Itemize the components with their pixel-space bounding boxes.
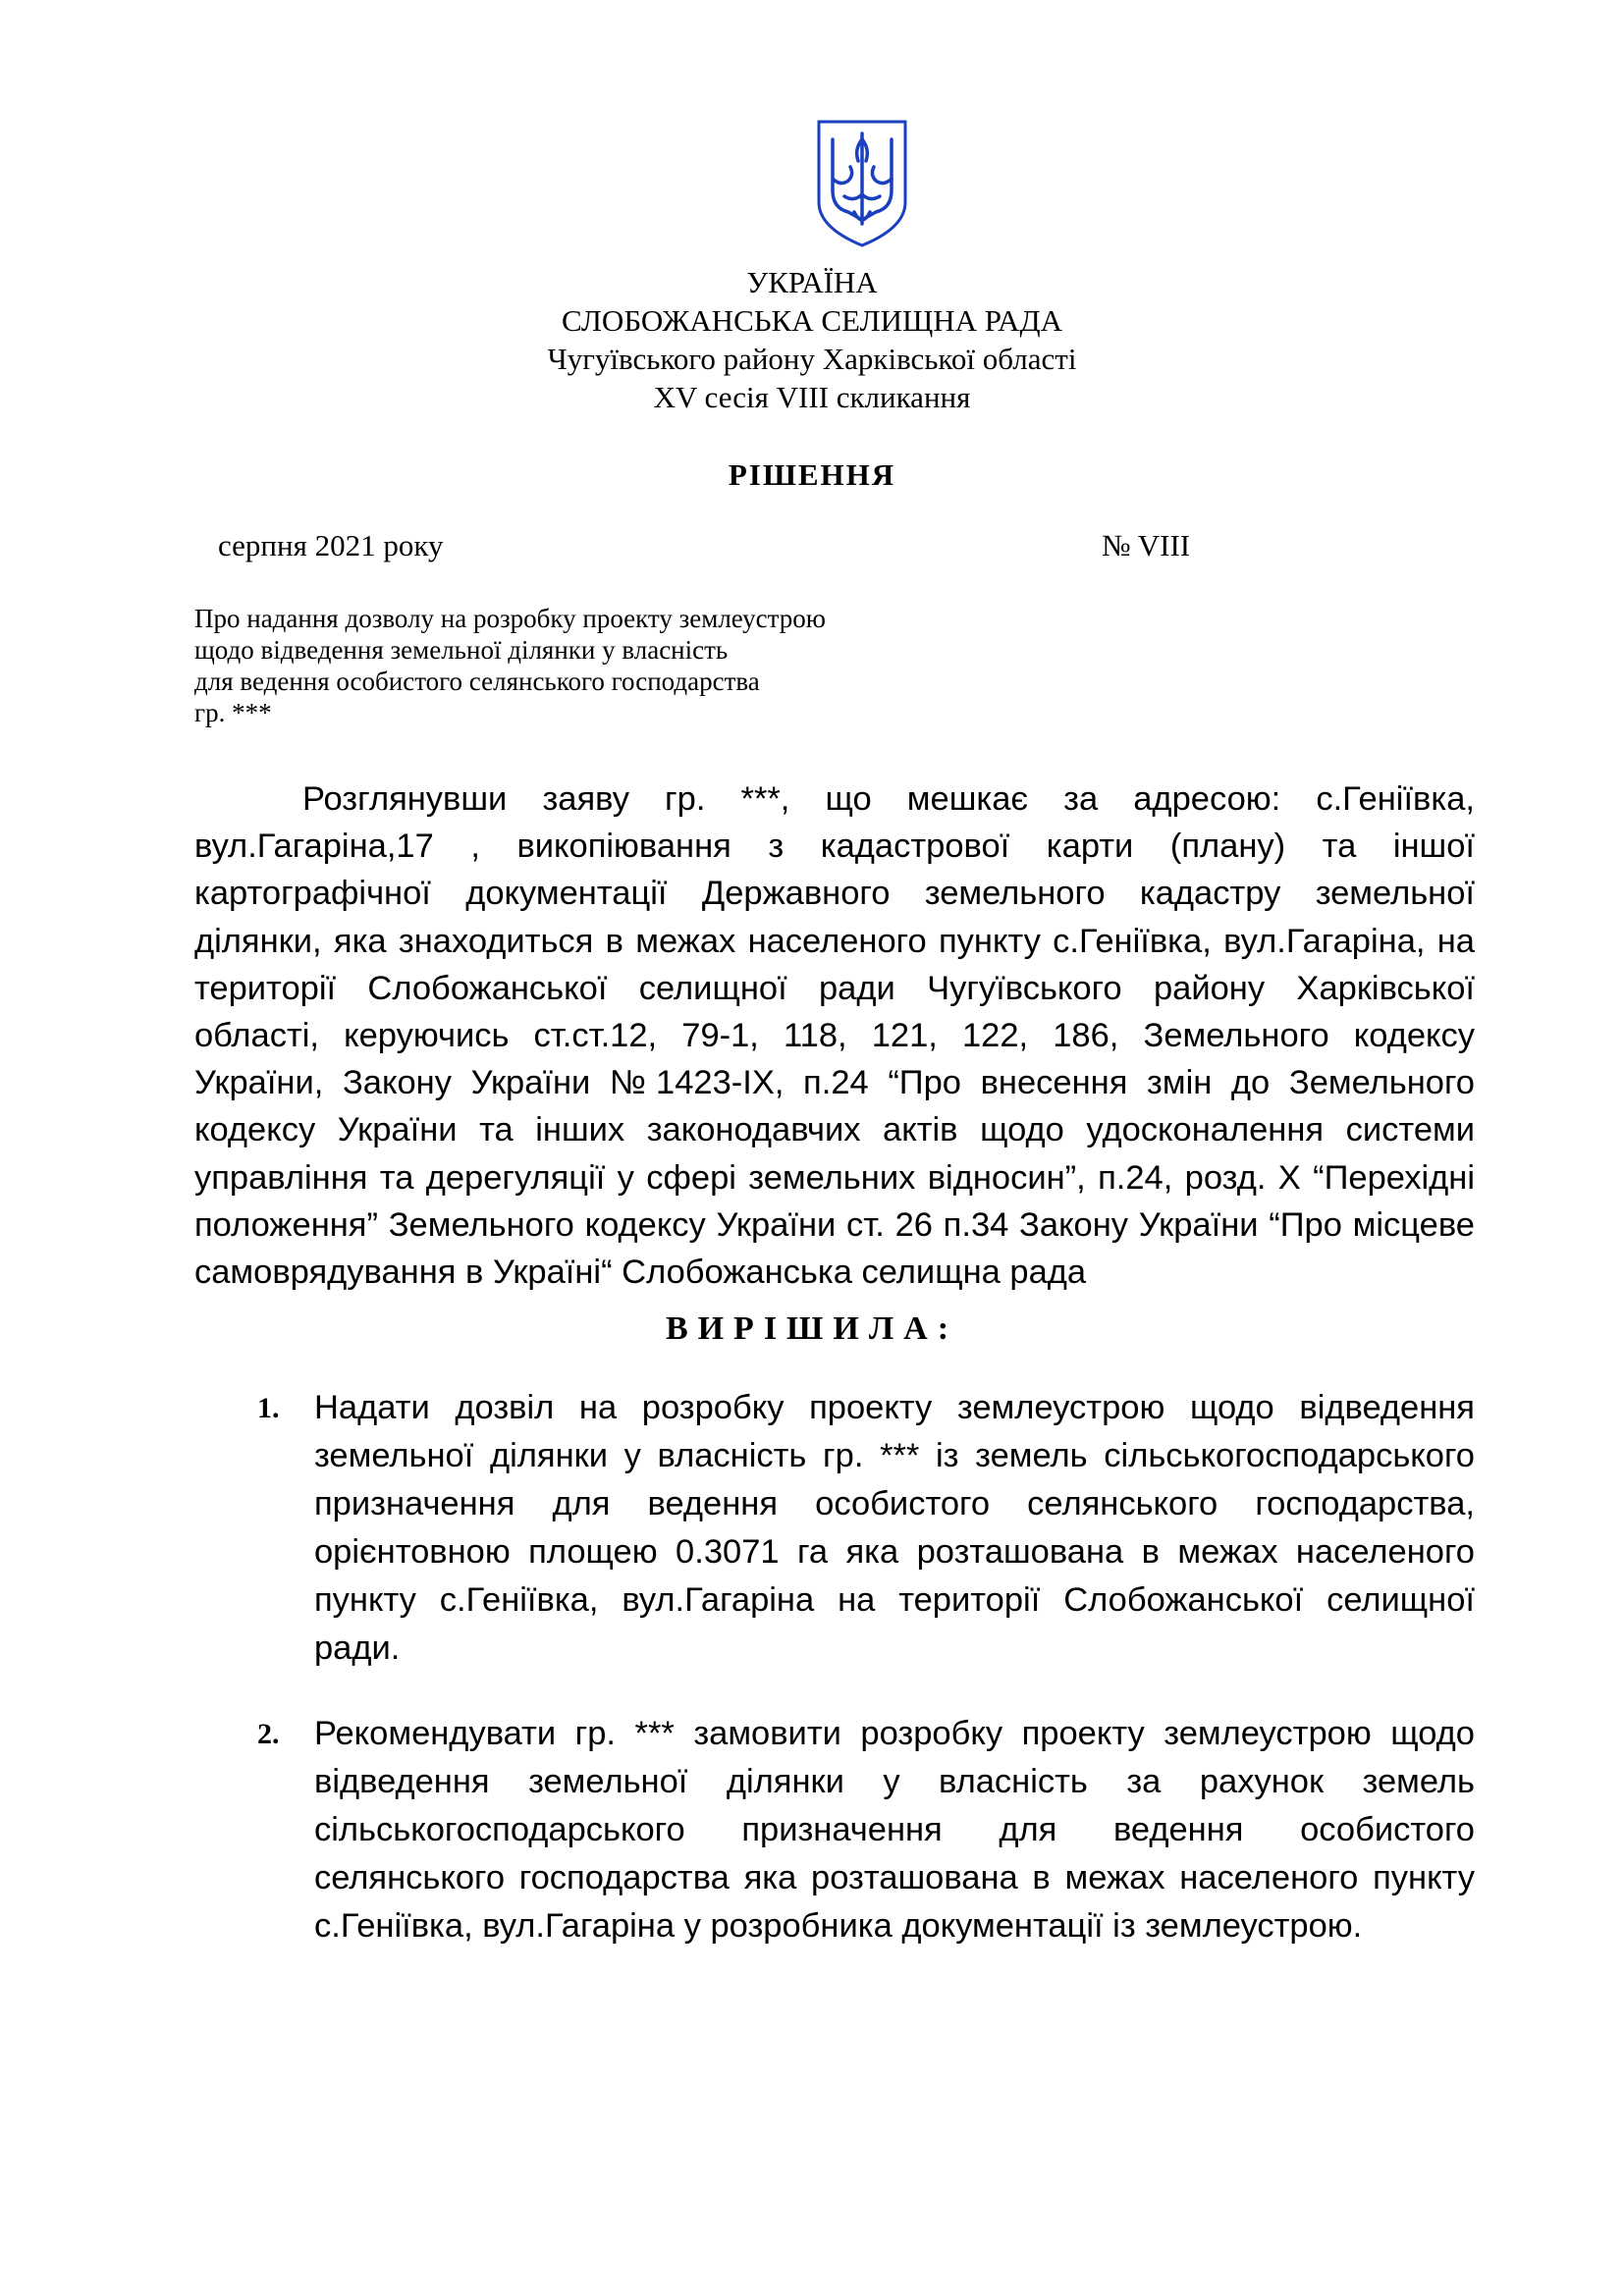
decision-item	[257, 1384, 1475, 1673]
subject-line: щодо відведення земельної ділянки у власність	[194, 635, 729, 665]
item-text: Рекомендувати гр. *** замовити розробку проекту землеустрою щодо відведення земельної ділянки у власність за рахунок земель сільськогосподарського призначення для ведення особистого селянського господарства яка розташована в межах населеного пункту с.Геніївка, вул.Гагаріна у розробника документації із землеустрою.	[314, 1715, 1475, 1945]
item-text: Надати дозвіл на розробку проекту землеустрою щодо відведення земельної ділянки у власність гр. *** із земель сільськогосподарського призначення для ведення особистого селянського господарства, орієнтовною площею 0.3071 га яка розташована в межах населеного пункту с.Геніївка, вул.Гагаріна на території Слобожанської селищної ради.	[314, 1389, 1475, 1667]
council-name: СЛОБОЖАНСЬКА СЕЛИЩНА РАДА	[562, 303, 1062, 338]
document-header	[0, 263, 1624, 416]
subject-line: Про надання дозволу на розробку проекту землеустрою	[194, 604, 826, 633]
decision-item	[257, 1710, 1475, 1950]
decision-subject	[194, 603, 980, 728]
decision-item-2	[257, 1710, 1475, 1950]
coat-of-arms-icon	[815, 118, 909, 249]
item-number: 1.	[257, 1392, 280, 1424]
preamble-paragraph	[194, 775, 1475, 1296]
decision-item-1	[257, 1384, 1475, 1673]
preamble-text: Розглянувши заяву гр. ***, що мешкає за адресою: с.Геніївка, вул.Гагаріна,17 , викопіювання з кадастрової карти (плану) та іншої картографічної документації Державного земельного кадастру земельної ділянки, яка знаходиться в межах населеного пункту с.Геніївка, вул.Гагаріна, на території Слобожанської селищної ради Чугуївського району Харківської області, керуючись ст.ст.12, 79-1, 118, 121, 122, 186, Земельного кодексу України, Закону України №1423-IX, п.24 “Про внесення змін до Земельного кодексу України та інших законодавчих актів щодо удосконалення системи управління та дерегуляції у сфері земельних відносин”, п.24, розд. X “Перехідні положення” Земельного кодексу України ст. 26 п.34 Закону України “Про місцеве самоврядування в Україні“ Слобожанська селищна рада	[194, 780, 1475, 1292]
subject-line: гр. ***	[194, 698, 272, 727]
subject-line: для ведення особистого селянського господарства	[194, 667, 760, 696]
decision-number: № VIII	[1102, 528, 1191, 562]
resolved-heading: ВИРІШИЛА:	[665, 1310, 959, 1347]
decision-date: серпня 2021 року	[218, 528, 444, 562]
document-title: РІШЕННЯ	[728, 457, 896, 492]
item-number: 2.	[257, 1718, 280, 1750]
district-name: Чугуївського району Харківської області	[547, 342, 1077, 376]
session-info: XV сесія VIII скликання	[653, 380, 971, 414]
country-name: УКРАЇНА	[746, 265, 878, 299]
